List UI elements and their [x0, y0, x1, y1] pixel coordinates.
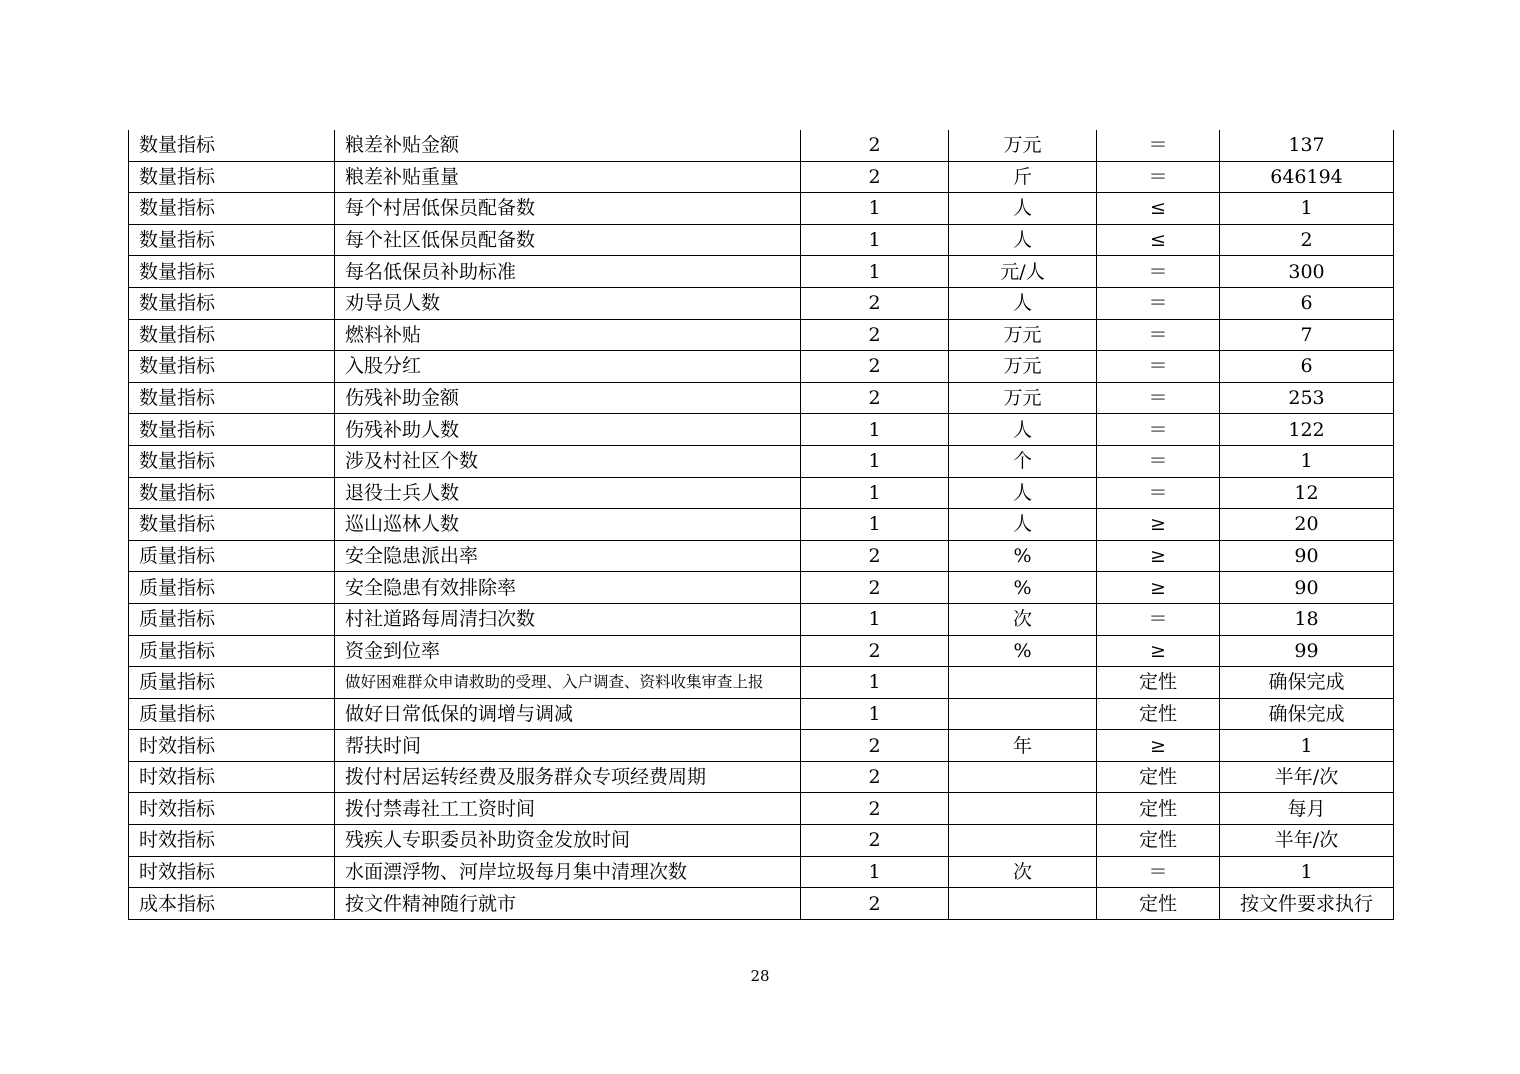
indicator-category-cell: 成本指标 — [129, 888, 335, 920]
indicator-operator-cell: ＝ — [1097, 382, 1220, 414]
indicator-operator-cell: ＝ — [1097, 445, 1220, 477]
indicator-target-cell: 122 — [1220, 414, 1394, 446]
indicator-category-cell: 数量指标 — [129, 477, 335, 509]
indicator-unit-cell: 人 — [949, 477, 1097, 509]
indicator-category-cell: 数量指标 — [129, 319, 335, 351]
indicator-category-cell: 数量指标 — [129, 193, 335, 225]
indicator-unit-cell — [949, 698, 1097, 730]
indicator-target-cell: 6 — [1220, 351, 1394, 383]
indicator-name-cell: 每名低保员补助标准 — [335, 256, 801, 288]
indicator-weight-cell: 1 — [801, 256, 949, 288]
indicator-name-cell: 拨付禁毒社工工资时间 — [335, 793, 801, 825]
table-row — [129, 856, 1394, 888]
indicator-weight-cell: 2 — [801, 540, 949, 572]
table-row — [129, 761, 1394, 793]
indicator-weight-cell: 2 — [801, 382, 949, 414]
indicator-target-cell: 253 — [1220, 382, 1394, 414]
indicator-weight-cell: 2 — [801, 351, 949, 383]
indicator-unit-cell — [949, 793, 1097, 825]
table-body — [129, 130, 1394, 919]
indicator-target-cell: 半年/次 — [1220, 761, 1394, 793]
indicator-operator-cell: ≤ — [1097, 193, 1220, 225]
table-row — [129, 698, 1394, 730]
indicator-unit-cell: 人 — [949, 224, 1097, 256]
table-row — [129, 730, 1394, 762]
table-row — [129, 445, 1394, 477]
indicator-unit-cell: 斤 — [949, 161, 1097, 193]
indicator-target-cell: 99 — [1220, 635, 1394, 667]
indicator-weight-cell: 2 — [801, 572, 949, 604]
indicator-category-cell: 数量指标 — [129, 130, 335, 161]
indicator-name-cell: 水面漂浮物、河岸垃圾每月集中清理次数 — [335, 856, 801, 888]
indicator-operator-cell: ＝ — [1097, 414, 1220, 446]
indicator-name-cell: 帮扶时间 — [335, 730, 801, 762]
indicator-category-cell: 时效指标 — [129, 793, 335, 825]
indicator-name-cell: 伤残补助金额 — [335, 382, 801, 414]
table-row — [129, 509, 1394, 541]
indicator-target-cell: 90 — [1220, 572, 1394, 604]
indicator-name-cell: 按文件精神随行就市 — [335, 888, 801, 920]
table-row — [129, 793, 1394, 825]
indicator-category-cell: 时效指标 — [129, 761, 335, 793]
indicator-name-cell: 燃料补贴 — [335, 319, 801, 351]
indicator-target-cell: 20 — [1220, 509, 1394, 541]
indicator-target-cell: 12 — [1220, 477, 1394, 509]
indicator-operator-cell: ＝ — [1097, 256, 1220, 288]
indicator-operator-cell: ＝ — [1097, 856, 1220, 888]
indicator-weight-cell: 2 — [801, 761, 949, 793]
indicator-category-cell: 数量指标 — [129, 382, 335, 414]
indicator-weight-cell: 2 — [801, 635, 949, 667]
indicator-weight-cell: 2 — [801, 825, 949, 857]
indicator-weight-cell: 1 — [801, 414, 949, 446]
indicator-target-cell: 确保完成 — [1220, 667, 1394, 699]
indicator-unit-cell: 人 — [949, 414, 1097, 446]
indicator-target-cell: 1 — [1220, 730, 1394, 762]
indicator-category-cell: 质量指标 — [129, 698, 335, 730]
indicator-unit-cell: 万元 — [949, 130, 1097, 161]
indicator-target-cell: 确保完成 — [1220, 698, 1394, 730]
indicator-unit-cell — [949, 761, 1097, 793]
indicator-target-cell: 6 — [1220, 287, 1394, 319]
table-row — [129, 667, 1394, 699]
indicator-category-cell: 数量指标 — [129, 509, 335, 541]
indicator-operator-cell: 定性 — [1097, 698, 1220, 730]
indicator-operator-cell: ＝ — [1097, 477, 1220, 509]
indicator-name-cell: 粮差补贴金额 — [335, 130, 801, 161]
indicator-target-cell: 18 — [1220, 603, 1394, 635]
indicator-unit-cell: 万元 — [949, 382, 1097, 414]
indicator-unit-cell: 万元 — [949, 319, 1097, 351]
indicator-category-cell: 时效指标 — [129, 825, 335, 857]
indicator-operator-cell: ≥ — [1097, 572, 1220, 604]
indicator-target-cell: 646194 — [1220, 161, 1394, 193]
indicator-name-cell: 安全隐患有效排除率 — [335, 572, 801, 604]
table-row — [129, 572, 1394, 604]
indicator-target-cell: 1 — [1220, 856, 1394, 888]
table-row — [129, 382, 1394, 414]
table-row — [129, 224, 1394, 256]
indicator-name-cell: 入股分红 — [335, 351, 801, 383]
indicator-name-cell: 做好困难群众申请救助的受理、入户调查、资料收集审查上报 — [335, 667, 801, 699]
indicator-weight-cell: 1 — [801, 193, 949, 225]
indicator-weight-cell: 1 — [801, 445, 949, 477]
indicator-operator-cell: ≥ — [1097, 730, 1220, 762]
indicator-unit-cell: 人 — [949, 193, 1097, 225]
indicator-target-cell: 90 — [1220, 540, 1394, 572]
indicator-unit-cell — [949, 888, 1097, 920]
table-row — [129, 603, 1394, 635]
indicator-operator-cell: ＝ — [1097, 603, 1220, 635]
indicator-operator-cell: 定性 — [1097, 825, 1220, 857]
indicator-target-cell: 每月 — [1220, 793, 1394, 825]
indicator-target-cell: 半年/次 — [1220, 825, 1394, 857]
indicator-weight-cell: 2 — [801, 161, 949, 193]
indicator-target-cell: 1 — [1220, 445, 1394, 477]
indicator-operator-cell: ＝ — [1097, 351, 1220, 383]
table-row — [129, 477, 1394, 509]
indicator-name-cell: 劝导员人数 — [335, 287, 801, 319]
indicator-name-cell: 每个社区低保员配备数 — [335, 224, 801, 256]
table-row — [129, 256, 1394, 288]
indicator-category-cell: 质量指标 — [129, 572, 335, 604]
indicator-category-cell: 质量指标 — [129, 603, 335, 635]
indicator-name-cell: 村社道路每周清扫次数 — [335, 603, 801, 635]
indicator-unit-cell — [949, 825, 1097, 857]
indicator-weight-cell: 1 — [801, 477, 949, 509]
indicator-operator-cell: ≤ — [1097, 224, 1220, 256]
indicator-operator-cell: ＝ — [1097, 161, 1220, 193]
indicator-unit-cell: % — [949, 572, 1097, 604]
indicator-operator-cell: ＝ — [1097, 287, 1220, 319]
table-row — [129, 161, 1394, 193]
indicator-name-cell: 退役士兵人数 — [335, 477, 801, 509]
indicator-target-cell: 1 — [1220, 193, 1394, 225]
indicator-weight-cell: 2 — [801, 730, 949, 762]
indicator-category-cell: 数量指标 — [129, 414, 335, 446]
indicator-operator-cell: 定性 — [1097, 888, 1220, 920]
indicator-operator-cell: ≥ — [1097, 540, 1220, 572]
indicator-category-cell: 数量指标 — [129, 351, 335, 383]
indicator-category-cell: 质量指标 — [129, 540, 335, 572]
table-row — [129, 414, 1394, 446]
indicator-name-cell: 安全隐患派出率 — [335, 540, 801, 572]
indicator-category-cell: 数量指标 — [129, 287, 335, 319]
indicator-operator-cell: ≥ — [1097, 635, 1220, 667]
indicator-category-cell: 数量指标 — [129, 224, 335, 256]
table-row — [129, 888, 1394, 920]
indicator-unit-cell: 人 — [949, 509, 1097, 541]
indicator-name-cell: 残疾人专职委员补助资金发放时间 — [335, 825, 801, 857]
indicator-name-cell: 每个村居低保员配备数 — [335, 193, 801, 225]
indicator-weight-cell: 2 — [801, 287, 949, 319]
indicator-unit-cell: 个 — [949, 445, 1097, 477]
indicator-target-cell: 按文件要求执行 — [1220, 888, 1394, 920]
table-row — [129, 351, 1394, 383]
table-row — [129, 319, 1394, 351]
indicator-weight-cell: 2 — [801, 888, 949, 920]
table-row — [129, 130, 1394, 161]
indicator-weight-cell: 2 — [801, 319, 949, 351]
indicator-operator-cell: 定性 — [1097, 761, 1220, 793]
indicator-target-cell: 7 — [1220, 319, 1394, 351]
indicator-name-cell: 粮差补贴重量 — [335, 161, 801, 193]
indicator-operator-cell: ≥ — [1097, 509, 1220, 541]
indicator-unit-cell: 万元 — [949, 351, 1097, 383]
indicator-target-cell: 137 — [1220, 130, 1394, 161]
indicator-operator-cell: ＝ — [1097, 319, 1220, 351]
indicator-unit-cell: % — [949, 540, 1097, 572]
indicator-category-cell: 数量指标 — [129, 445, 335, 477]
indicator-name-cell: 涉及村社区个数 — [335, 445, 801, 477]
indicator-unit-cell: 元/人 — [949, 256, 1097, 288]
indicator-unit-cell: 次 — [949, 856, 1097, 888]
indicator-operator-cell: ＝ — [1097, 130, 1220, 161]
indicator-category-cell: 时效指标 — [129, 856, 335, 888]
indicator-name-cell: 巡山巡林人数 — [335, 509, 801, 541]
indicator-category-cell: 质量指标 — [129, 667, 335, 699]
indicator-unit-cell: 人 — [949, 287, 1097, 319]
table-row — [129, 635, 1394, 667]
indicator-target-cell: 2 — [1220, 224, 1394, 256]
indicator-name-cell: 拨付村居运转经费及服务群众专项经费周期 — [335, 761, 801, 793]
indicator-unit-cell: % — [949, 635, 1097, 667]
indicator-weight-cell: 1 — [801, 856, 949, 888]
page-number: 28 — [750, 967, 770, 985]
table-row — [129, 287, 1394, 319]
indicator-category-cell: 质量指标 — [129, 635, 335, 667]
indicator-unit-cell: 年 — [949, 730, 1097, 762]
indicator-weight-cell: 1 — [801, 698, 949, 730]
indicator-category-cell: 数量指标 — [129, 256, 335, 288]
indicator-weight-cell: 1 — [801, 667, 949, 699]
table-row — [129, 825, 1394, 857]
indicator-category-cell: 数量指标 — [129, 161, 335, 193]
indicator-operator-cell: 定性 — [1097, 793, 1220, 825]
indicator-name-cell: 资金到位率 — [335, 635, 801, 667]
table-row — [129, 540, 1394, 572]
performance-indicator-table — [128, 130, 1394, 920]
indicator-weight-cell: 2 — [801, 793, 949, 825]
indicator-weight-cell: 1 — [801, 224, 949, 256]
indicator-category-cell: 时效指标 — [129, 730, 335, 762]
indicator-name-cell: 伤残补助人数 — [335, 414, 801, 446]
table-row — [129, 193, 1394, 225]
indicator-weight-cell: 1 — [801, 603, 949, 635]
indicator-unit-cell: 次 — [949, 603, 1097, 635]
indicator-unit-cell — [949, 667, 1097, 699]
indicator-operator-cell: 定性 — [1097, 667, 1220, 699]
indicator-weight-cell: 1 — [801, 509, 949, 541]
indicator-target-cell: 300 — [1220, 256, 1394, 288]
indicator-name-cell: 做好日常低保的调增与调减 — [335, 698, 801, 730]
indicator-weight-cell: 2 — [801, 130, 949, 161]
